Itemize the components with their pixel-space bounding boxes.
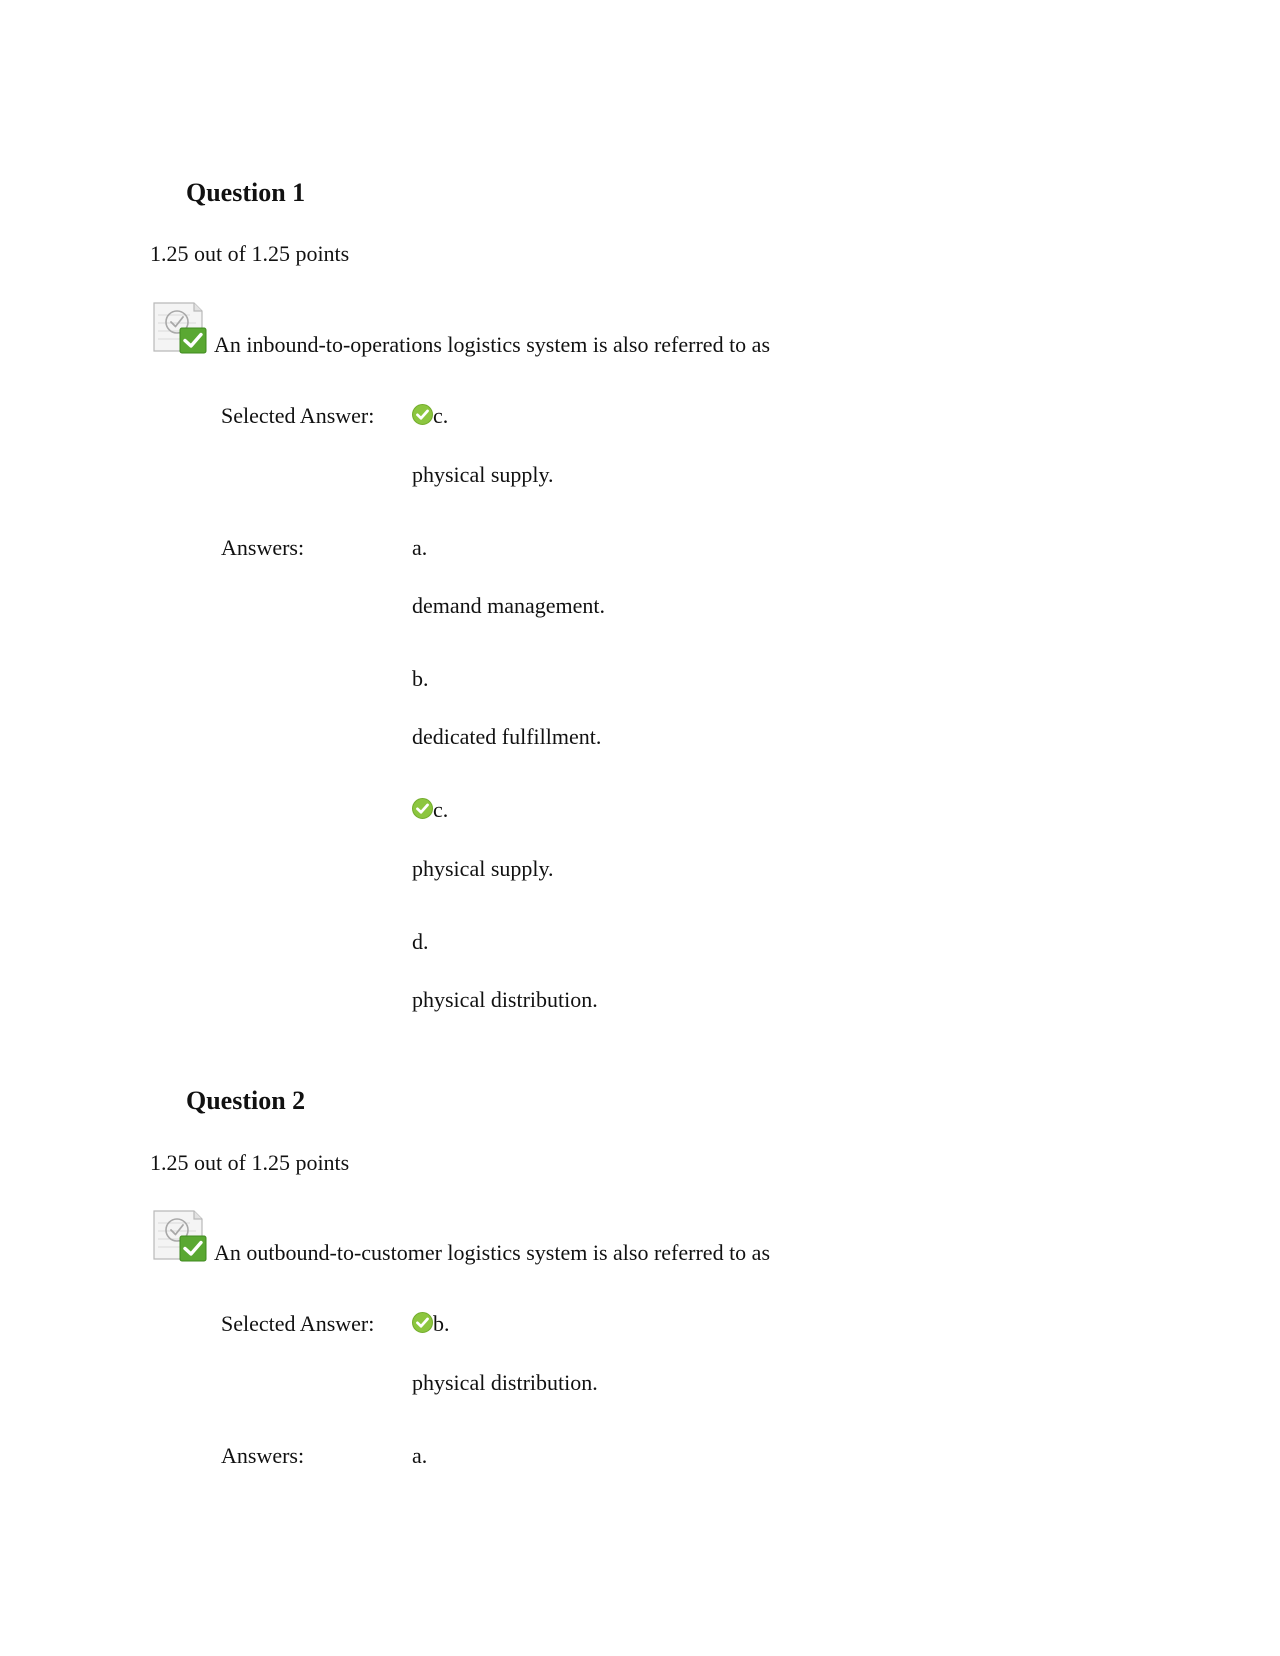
question-1-points: 1.25 out of 1.25 points [150, 241, 350, 266]
selected-letter-text: c. [433, 403, 449, 428]
answer-letter-a: a. [412, 535, 428, 560]
selected-answer-text: physical supply. [412, 462, 554, 487]
question-1-title: Question 1 [186, 178, 306, 207]
correct-check-icon [412, 798, 433, 819]
selected-answer-label: Selected Answer: [221, 1311, 375, 1336]
correct-check-icon [412, 1312, 433, 1333]
question-2-title: Question 2 [186, 1086, 306, 1115]
question-1-text: An inbound-to-operations logistics system is also referred to as [214, 332, 771, 357]
answer-letter-d: d. [412, 929, 429, 954]
correct-check-icon [412, 404, 433, 425]
selected-answer-label: Selected Answer: [221, 403, 375, 428]
selected-letter-text: b. [433, 1311, 450, 1336]
correct-question-icon [152, 301, 208, 355]
selected-answer-letter [412, 1311, 450, 1337]
question-2-points: 1.25 out of 1.25 points [150, 1150, 350, 1175]
answer-text-c: physical supply. [412, 856, 554, 881]
selected-answer-text: physical distribution. [412, 1370, 598, 1395]
answer-text-a: demand management. [412, 593, 606, 618]
answer-letter-a: a. [412, 1443, 428, 1468]
answer-text-d: physical distribution. [412, 987, 598, 1012]
answer-letter-c [412, 797, 448, 823]
answer-text-b: dedicated fulfillment. [412, 724, 602, 749]
answer-letter-b: b. [412, 666, 429, 691]
correct-question-icon [152, 1209, 208, 1263]
question-2-text: An outbound-to-customer logistics system is also referred to as [214, 1240, 771, 1265]
answers-label: Answers: [221, 535, 305, 560]
answers-label: Answers: [221, 1443, 305, 1468]
answer-letter-c-text: c. [433, 797, 449, 822]
selected-answer-letter [412, 403, 448, 429]
